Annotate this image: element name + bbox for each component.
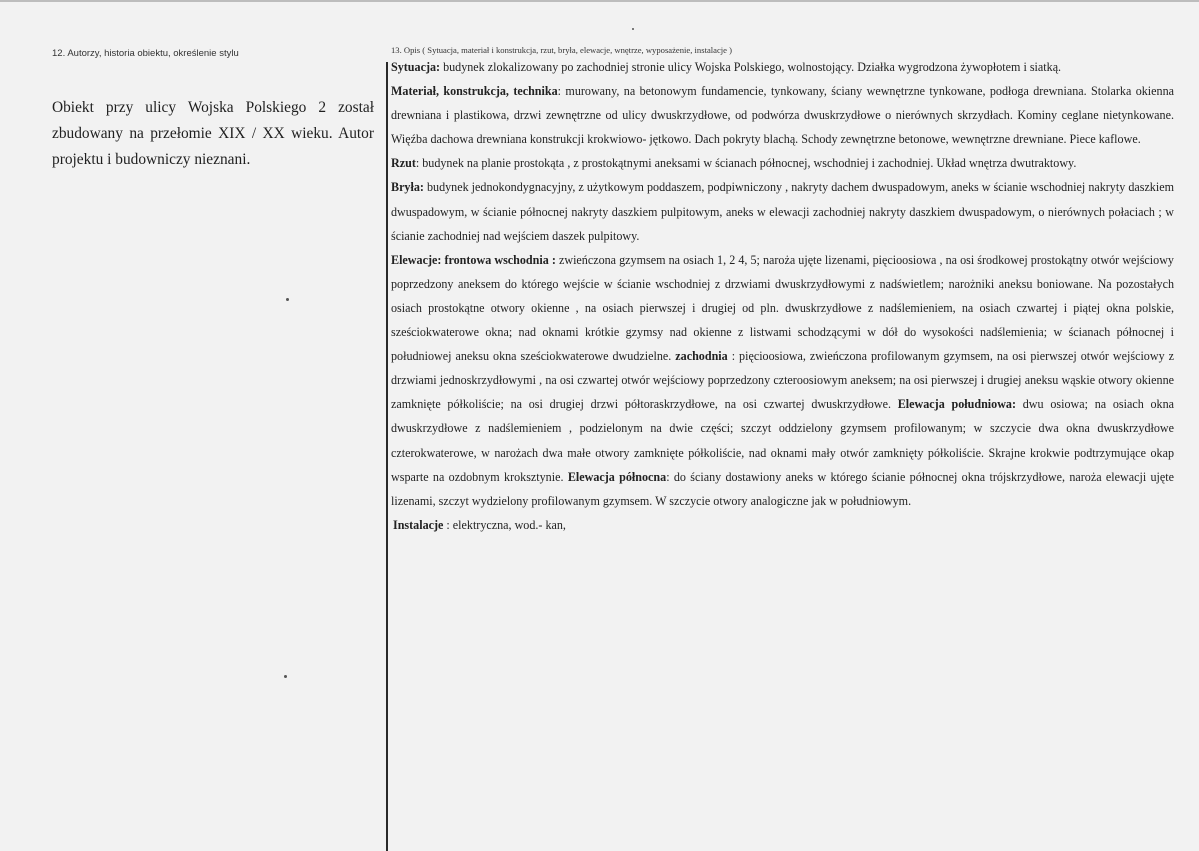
label-rzut: Rzut [391,156,416,171]
text-instalacje: : elektryczna, wod.- kan, [443,517,566,532]
section-13-body [391,55,1174,513]
label-instalacje: Instalacje [393,517,444,532]
text-sytuacja: budynek zlokalizowany po zachodniej stronie ulicy Wojska Polskiego, wolnostojący. Działka wygrodzona żywopłotem i siatką. [440,60,1062,74]
scan-speck [284,675,287,678]
text-elewacja-polnocna: : do ściany dostawiony aneks w którego ścianie północnej okna trójskrzydłowe, naroża elewacji ujęte lizenami, szczyt wydzielony profilowanym gzymsem. W szczycie otwory analogiczne jak w południowym. [391,469,1175,508]
text-rzut: : budynek na planie prostokąta , z prostokątnymi aneksami w ścianach północnej, wschodniej i zachodniej. Układ wnętrza dwutraktowy. [415,156,1077,171]
label-elewacja-poludniowa: Elewacja południowa: [897,397,1017,412]
text-elewacje-frontowa: zwieńczona gzymsem na osiach 1, 2 4, 5; naroża ujęte lizenami, pięcioosiowa , na osi środkowej prostokątny otwór wejściowy poprzedzony aneksem do którego wejście w ścianie wschodniej z drzwiami dwuskrzydłowymi z nadświetlem; narożniki aneksu boniowane. Na pozostałych osiach prostokątne otwory okienne , na osiach pierwszej i drugiej od pln. dwuskrzydłowe z nadślemieniem, na osiach czwartej i piątej okna polskie, sześciokwaterowe okna; nad oknami krótkie gzymsy nad okienne z listwami schodzącymi w dół do wysokości nadślemienia; w ścianach północnej i południowej aneksu okna sześciokwaterowe dwudzielne. [391,252,1174,364]
scan-speck [632,28,634,30]
label-sytuacja: Sytuacja: [391,60,441,74]
page-top-edge [0,0,1199,2]
section-13-heading: 13. Opis ( Sytuacja, materiał i konstrukcja, rzut, bryła, elewacje, wnętrze, wyposażenie, instalacje ) [391,45,732,55]
scan-speck [286,298,289,301]
label-elewacja-polnocna: Elewacja północna [567,469,667,484]
section-12-heading: 12. Autorzy, historia obiektu, określenie stylu [52,48,239,59]
text-bryla: budynek jednokondygnacyjny, z użytkowym poddaszem, podpiwniczony , nakryty dachem dwuspadowym, aneks w ścianie wschodniej nakryty daszkiem dwuspadowym, w ścianie północnej nakryty daszkiem pulpitowym, aneks w elewacji zachodniej nakryty daszkiem dwuspadowym, o nierównych połaciach ; w ścianie zachodniej nad wejściem daszek pulpitowy. [391,180,1174,243]
section-12-body: Obiekt przy ulicy Wojska Polskiego 2 został zbudowany na przełomie XIX / XX wieku. Autor projektu i budowniczy nieznani. [52,99,374,168]
text-elewacja-poludniowa: dwu osiowa; na osiach okna dwuskrzydłowe z nadślemieniem , podzielonym na dwie części; szczyt oddzielony gzymsem profilowanym; w szczycie dwa okna dwuskrzydłowe czterokwaterowe, w narożach dwa małe otwory zamknięte półkoliście, nad oknami mały otwór zamknięty półkoliście. Skrajne krokwie podtrzymujące okap wsparte na ozdobnym kroksztynie. [391,397,1174,484]
label-bryla: Bryła: [391,180,424,195]
section-12-column [52,48,374,173]
section-13-column [391,45,1174,537]
label-material: Materiał, konstrukcja, technika [391,84,558,99]
text-zachodnia: : pięcioosiowa, zwieńczona profilowanym gzymsem, na osi pierwszej otwór wejściowy z drzwiami jednoskrzydłowymi , na osi czwartej otwór wejściowy poprzedzony czteroosiowym aneksem; na osi pierwszej i drugiej aneksu wąskie otwory okienne zamknięte półkoliście; na osi drugiej drzwi półtoraskrzydłowe, na osi czwartej dwuskrzydłowe. [391,349,1174,412]
instalacje-line [393,513,1174,537]
label-zachodnia: zachodnia [675,349,728,364]
column-divider [386,62,388,851]
text-material: : murowany, na betonowym fundamencie, tynkowany, ściany wewnętrzne tynkowane, podłoga drewniana. Stolarka okienna drewniana i plastikowa, drzwi zewnętrzne od ulicy dwuskrzydłowe, od podwórza dwuskrzydłowe o nierównych skrzydłach. Kominy ceglane nietynkowane. Więźba dachowa drewniana konstrukcji krokwiowo- jętkowo. Dach pokryty blachą. Schody zewnętrzne betonowe, wewnętrzne drewniane. Piece kaflowe. [391,84,1174,147]
label-elewacje-frontowa: Elewacje: frontowa wschodnia : [391,252,556,267]
